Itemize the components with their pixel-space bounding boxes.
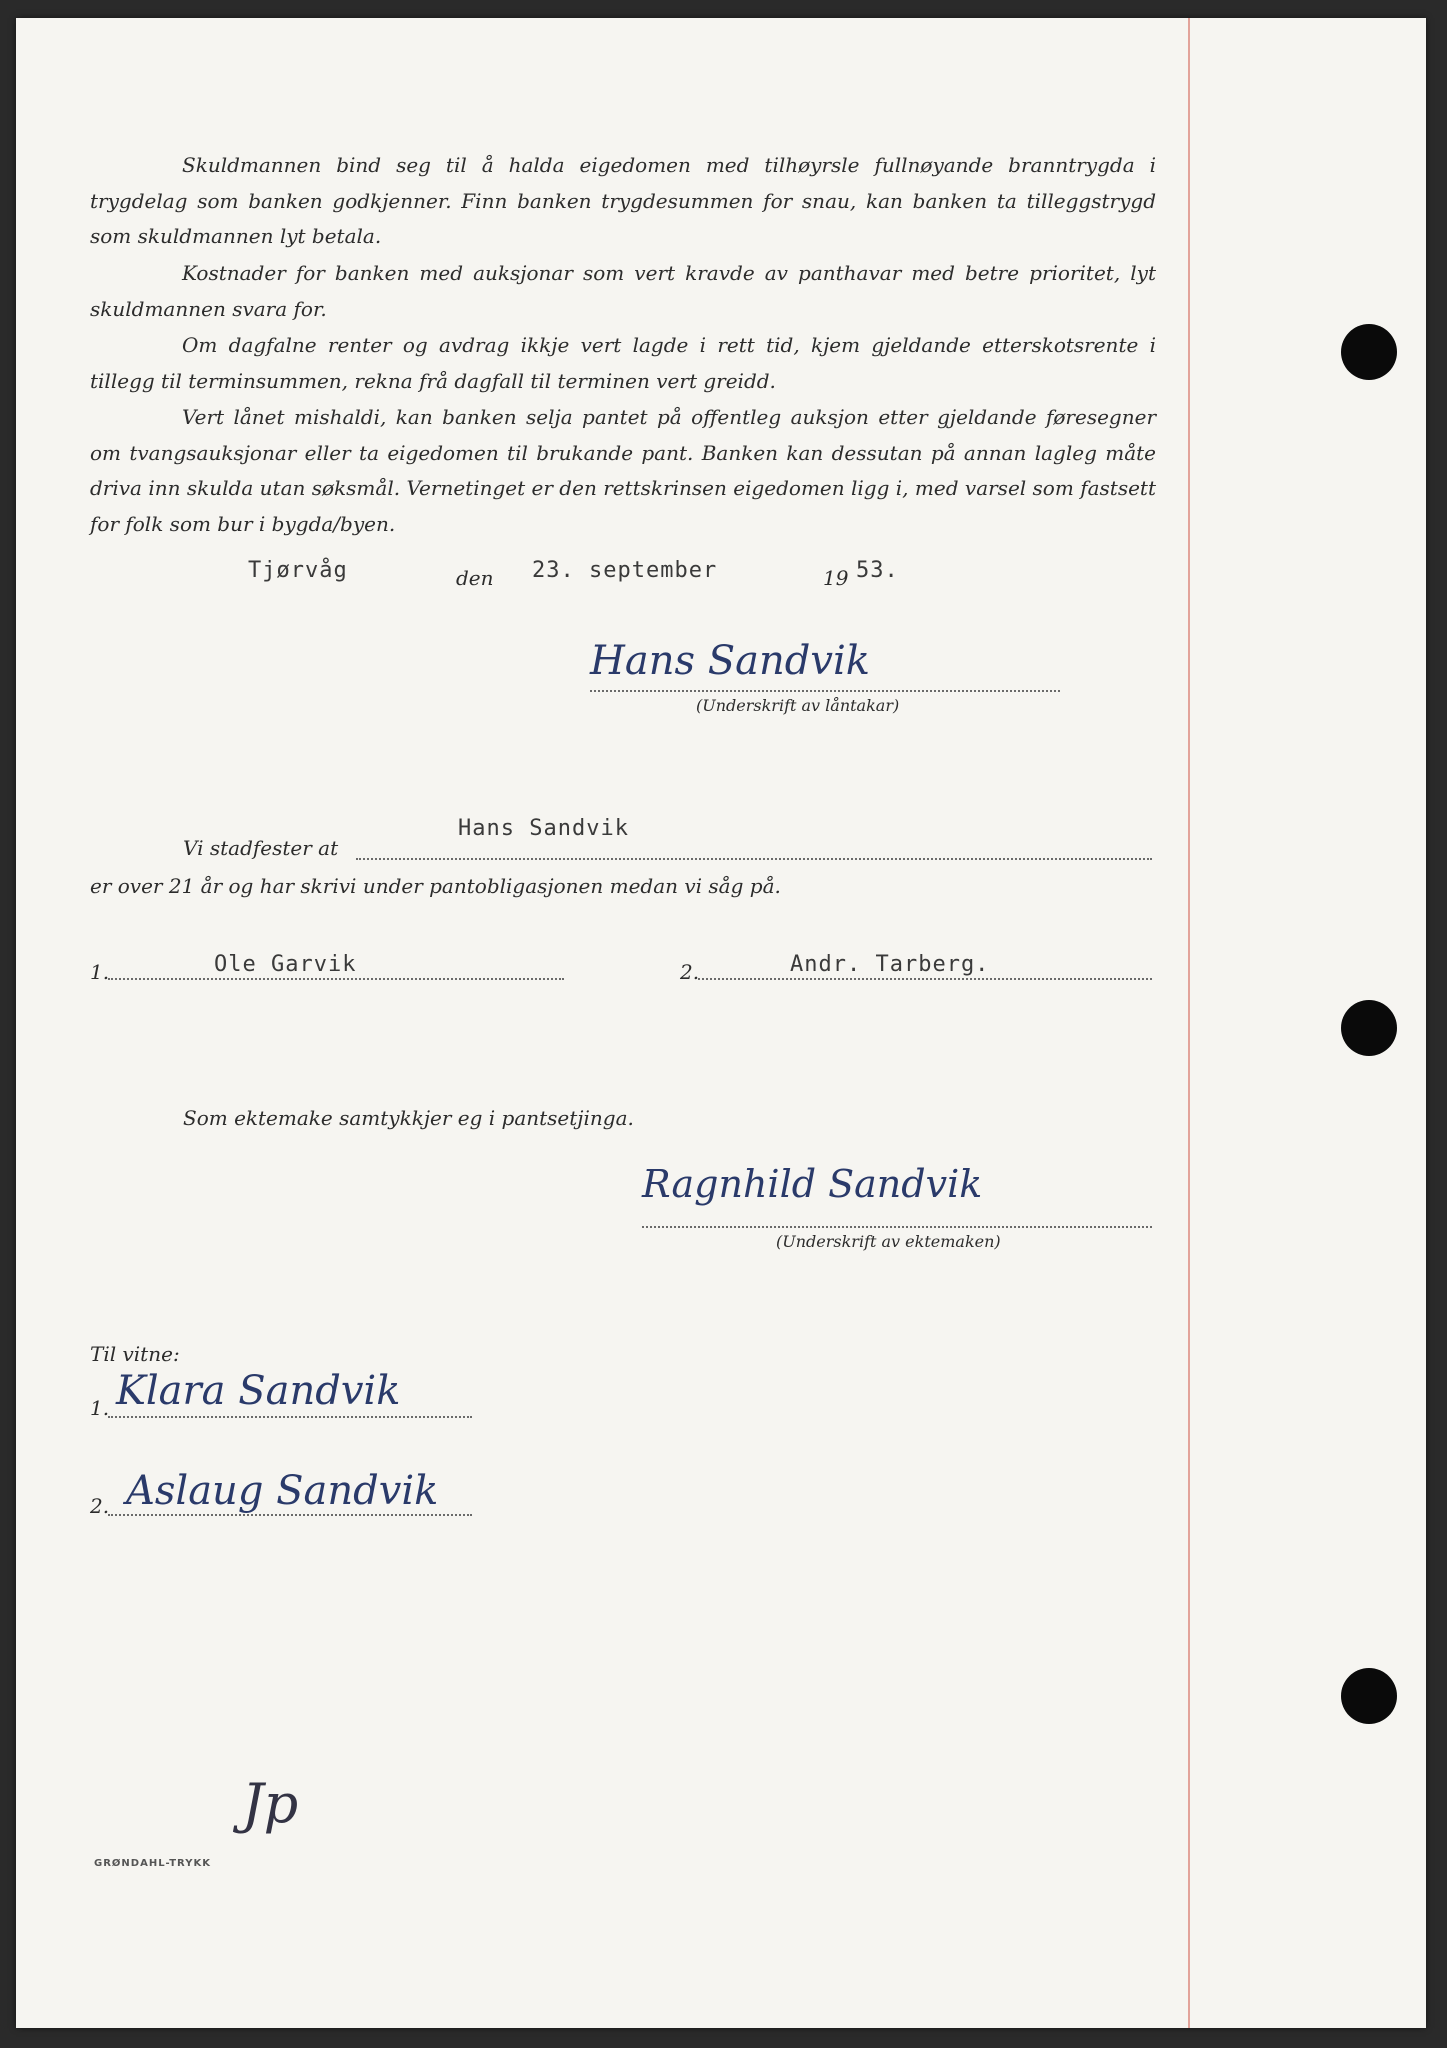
paragraph-interest: Om dagfalne renter og avdrag ikkje vert lagde i rett tid, kjem gjeldande etterskotsrente i tillegg til terminsummen, rekna frå dagfall til terminen vert greidd. xyxy=(90,333,1156,393)
spouse-signature: Ragnhild Sandvik xyxy=(642,1162,983,1206)
vitne-line xyxy=(108,1416,472,1418)
signature-line xyxy=(642,1226,1152,1228)
confirmed-name: Hans Sandvik xyxy=(458,816,629,841)
witness-line xyxy=(698,978,1152,980)
year-prefix: 19 xyxy=(823,566,849,590)
confirmation-label: Vi stadfester at xyxy=(183,836,339,860)
place-name: Tjørvåg xyxy=(248,558,348,583)
vitne-signature: Klara Sandvik xyxy=(116,1368,401,1414)
printer-mark: GRØNDAHL-TRYKK xyxy=(94,1858,211,1869)
witness-number: 2. xyxy=(680,960,700,984)
punch-hole xyxy=(1341,1000,1397,1056)
vitne-signature: Aslaug Sandvik xyxy=(126,1468,439,1514)
signature-line xyxy=(590,690,1060,692)
witness-number: 1. xyxy=(90,960,110,984)
initials-mark: Jp xyxy=(242,1772,299,1835)
paragraph-costs: Kostnader for banken med auksjonar som vert kravde av panthavar med betre prioritet, lyt skuldmannen svara for. xyxy=(90,261,1156,321)
witness-name: Ole Garvik xyxy=(214,952,357,977)
vitne-number: 2. xyxy=(90,1494,110,1518)
date-value: 23. september xyxy=(532,558,718,583)
consent-text: Som ektemake samtykkjer eg i pantsetjinga. xyxy=(183,1106,634,1130)
den-label: den xyxy=(456,566,494,590)
borrower-caption: (Underskrift av låntakar) xyxy=(696,696,900,715)
borrower-signature: Hans Sandvik xyxy=(590,638,870,684)
paragraph-insurance: Skuldmannen bind seg til å halda eigedomen med tilhøyrsle fullnøyande branntrygda i trygdelag som banken godkjenner. Finn banken trygdesummen for snau, kan banken ta tilleggstrygd som skuldmannen lyt betala. xyxy=(90,153,1156,248)
punch-hole xyxy=(1341,1668,1397,1724)
witness-line xyxy=(108,978,564,980)
vitne-number: 1. xyxy=(90,1396,110,1420)
til-vitne-label: Til vitne: xyxy=(90,1342,180,1366)
name-line xyxy=(356,858,1152,860)
vitne-line xyxy=(108,1514,472,1516)
paragraph-default: Vert lånet mishaldi, kan banken selja pantet på offentleg auksjon etter gjeldande føresegner om tvangsauksjonar eller ta eigedomen til brukande pant. Banken kan dessutan på annan lagleg måte driva inn skulda utan søksmål. Vernetinget er den rettskrinsen eigedomen ligg i, med varsel som fastsett for folk som bur i bygda/byen. xyxy=(90,405,1156,536)
punch-hole xyxy=(1341,324,1397,380)
spouse-caption: (Underskrift av ektemaken) xyxy=(776,1232,1001,1251)
confirmation-statement: er over 21 år og har skrivi under pantobligasjonen medan vi såg på. xyxy=(90,874,781,898)
margin-rule xyxy=(1188,18,1190,2028)
year-suffix: 53. xyxy=(856,558,899,583)
witness-name: Andr. Tarberg. xyxy=(790,952,990,977)
